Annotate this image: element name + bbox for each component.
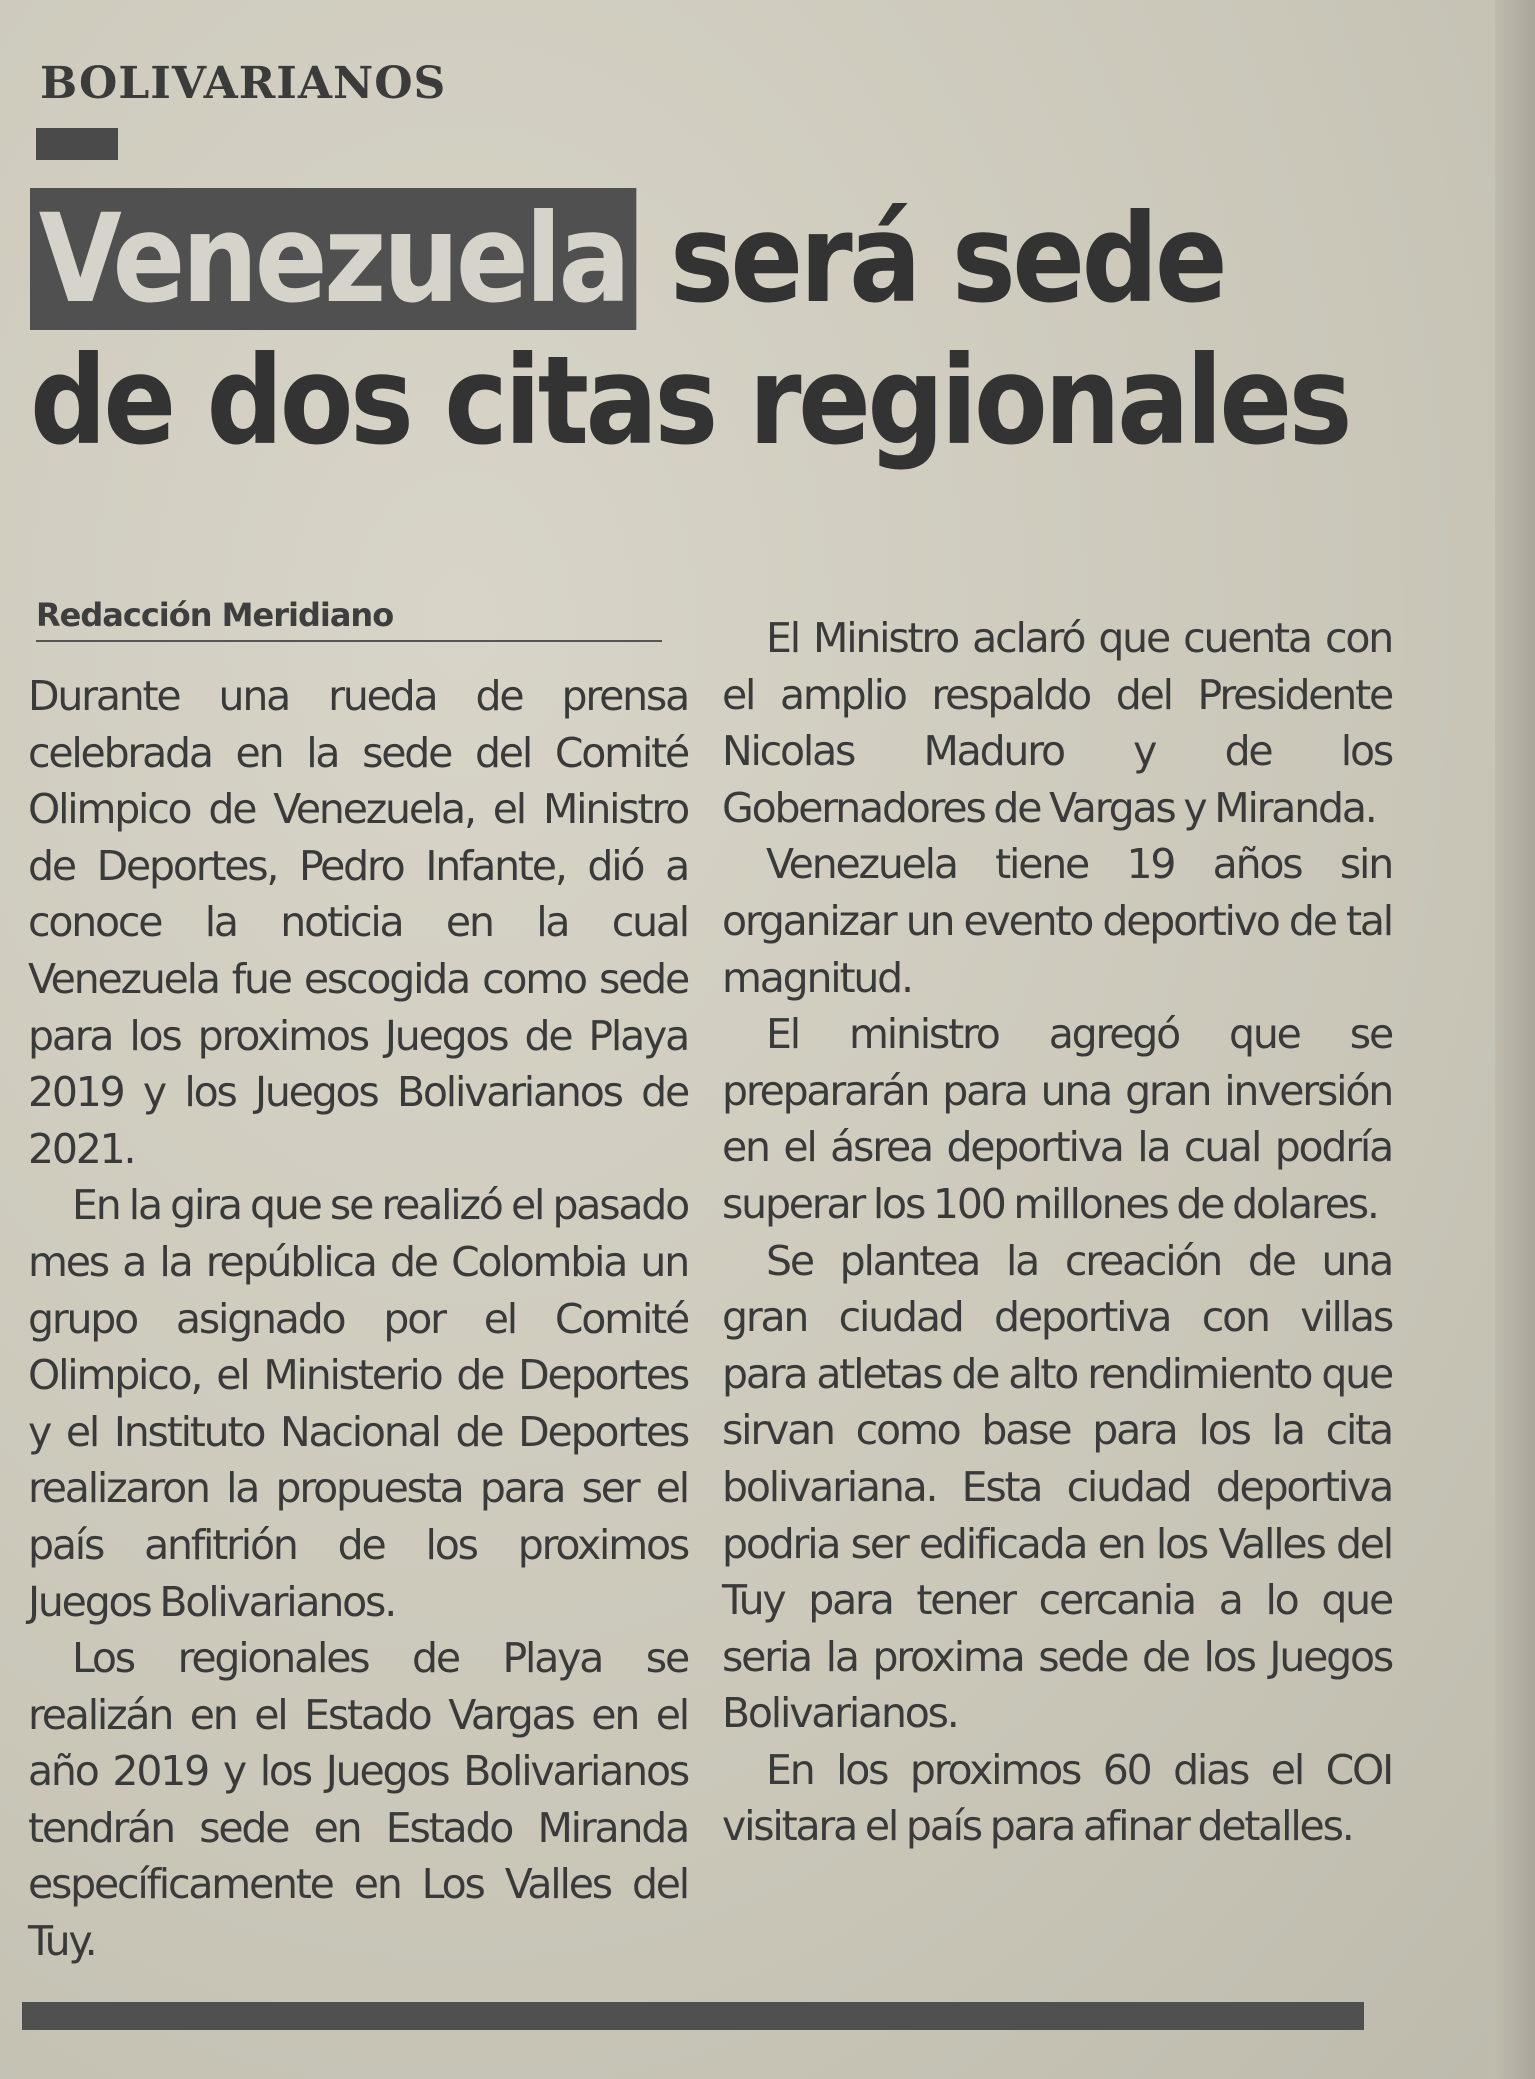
bottom-rule [22,2002,1364,2030]
headline-line-1-rest: será sede [636,188,1225,330]
page-edge-shadow [1495,0,1535,2079]
paragraph: Venezuela tiene 19 años sin organizar un evento deportivo de tal magnitud. [722,840,1392,1002]
paragraph: En la gira que se realizó el pasado mes a la república de Colombia un grupo asignado por el Comité Olimpico, el Ministerio de Deportes y el Instituto Nacional de Deportes realizaron la propuesta para ser el país anfitrión de los proximos Juegos Bolivarianos. [28,1181,688,1626]
section-label: BOLIVARIANOS [40,58,447,109]
paragraph: En los proximos 60 dias el COI visitara el país para afinar detalles. [722,1745,1392,1851]
paragraph: El Ministro aclaró que cuenta con el amplio respaldo del Presidente Nicolas Maduro y de los Gobernadores de Vargas y Miranda. [722,614,1392,832]
article-column-right [722,610,1392,1855]
article-column-left [28,668,688,1970]
section-marker-bar [36,128,118,160]
headline [30,188,1350,472]
byline: Redacción Meridiano [36,596,662,642]
paragraph: Se plantea la creación de una gran ciudad deportiva con villas para atletas de alto rendimiento que sirvan como base para los la cita bolivariana. Esta ciudad deportiva podria ser edificada en los Valles del Tuy para tener cercania a lo que seria la proxima sede de los Juegos Bolivarianos. [722,1236,1392,1738]
paragraph: El ministro agregó que se prepararán para una gran inversión en el ásrea deportiva la cual podría superar los 100 millones de dolares. [722,1010,1392,1228]
paragraph: Los regionales de Playa se realizán en el Estado Vargas en el año 2019 y los Juegos Bolivarianos tendrán sede en Estado Miranda específicamente en Los Valles del Tuy. [28,1634,688,1966]
headline-line-1 [30,188,1225,330]
paragraph: Durante una rueda de prensa celebrada en la sede del Comité Olimpico de Venezuela, el Ministro de Deportes, Pedro Infante, dió a conoce la noticia en la cual Venezuela fue escogida como sede para los proximos Juegos de Playa 2019 y los Juegos Bolivarianos de 2021. [28,672,688,1173]
headline-line-2: de dos citas regionales [30,330,1350,472]
headline-highlight: Venezuela [30,188,636,330]
